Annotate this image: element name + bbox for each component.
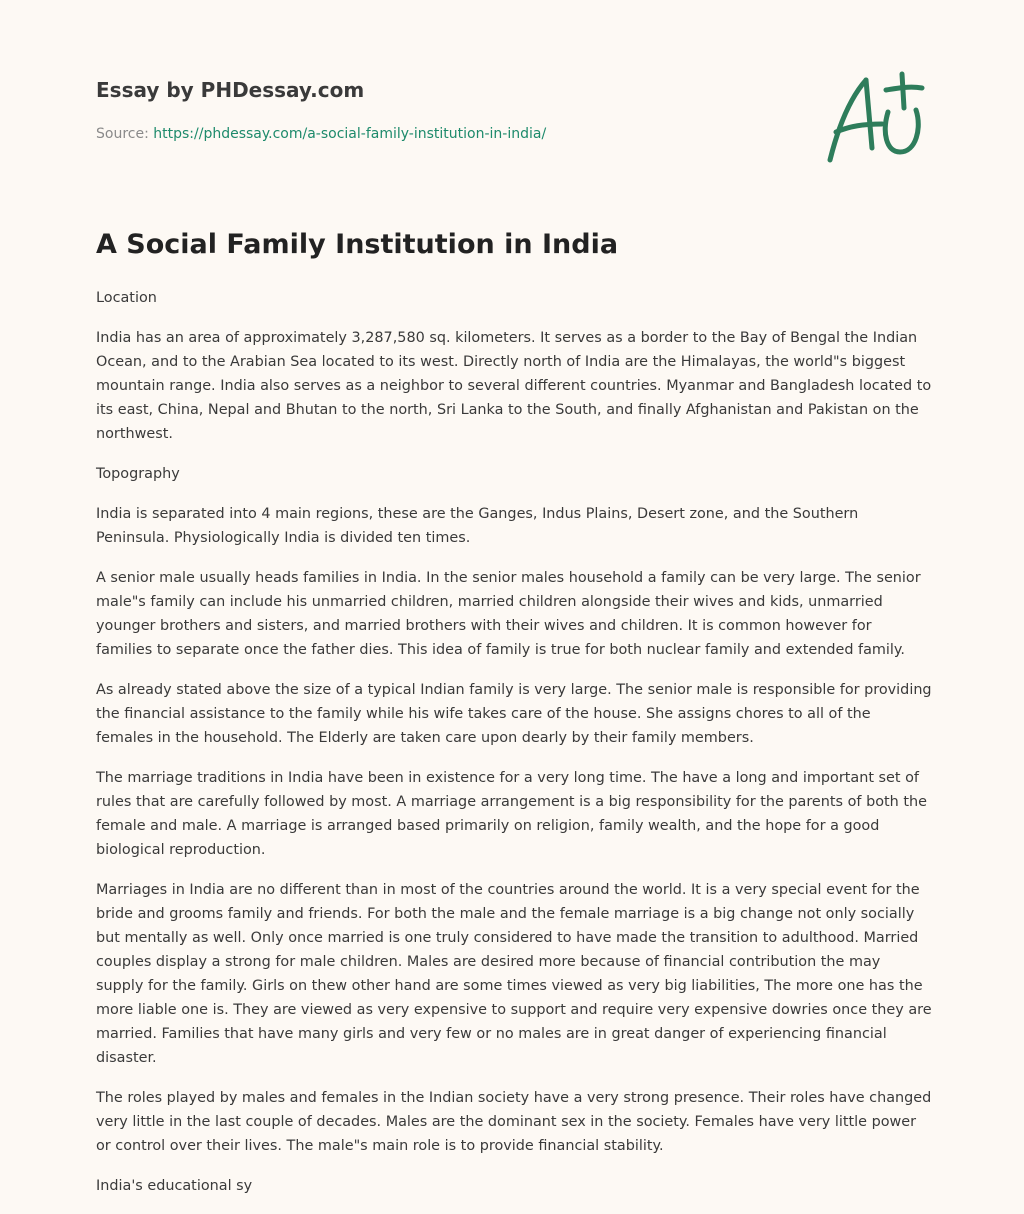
- paragraph: India is separated into 4 main regions, these are the Ganges, Indus Plains, Desert zone, and the Southern Peninsula. Physiologically India is divided ten times.: [96, 506, 859, 546]
- paragraph: Topography: [96, 466, 180, 482]
- essay-article: [96, 226, 932, 1214]
- a-plus-icon: [822, 68, 928, 166]
- essay-title: A Social Family Institution in India: [96, 229, 619, 260]
- site-title: Essay by PHDessay.com: [96, 78, 365, 102]
- paragraph: As already stated above the size of a typical Indian family is very large. The senior male is responsible for providing the financial assistance to the family while his wife takes care of the house. She assigns chores to all of the females in the household. The Elderly are taken care upon dearly by their family members.: [96, 682, 932, 746]
- paragraph: India has an area of approximately 3,287,580 sq. kilometers. It serves as a border to the Bay of Bengal the Indian Ocean, and to the Arabian Sea located to its west. Directly north of India are the Himalayas, the world"s biggest mountain range. India also serves as a neighbor to several different countries. Myanmar and Bangladesh located to its east, China, Nepal and Bhutan to the north, Sri Lanka to the South, and finally Afghanistan and Pakistan on the northwest.: [96, 330, 932, 442]
- a-plus-logo-svg: [822, 68, 928, 166]
- paragraph: A senior male usually heads families in India. In the senior males household a family can be very large. The senior male"s family can include his unmarried children, married children alongside their wives and kids, unmarried younger brothers and sisters, and married brothers with their wives and children. It is common however for families to separate once the father dies. This idea of family is true for both nuclear family and extended family.: [96, 570, 921, 658]
- paragraph: The roles played by males and females in the Indian society have a very strong presence. Their roles have changed very little in the last couple of decades. Males are the dominant sex in the society. Females have very little power or control over their lives. The male"s main role is to provide financial stability.: [96, 1090, 932, 1154]
- paragraph: India's educational sy: [96, 1178, 253, 1194]
- page-header: [96, 76, 796, 144]
- paragraph: Marriages in India are no different than in most of the countries around the world. It is a very special event for the bride and grooms family and friends. For both the male and the female marriage is a big change not only socially but mentally as well. Only once married is one truly considered to have made the transition to adulthood. Married couples display a strong for male children. Males are desired more because of financial contribution the may supply for the family. Girls on thew other hand are some times viewed as very big liabilities, The more one has the more liable one is. They are viewed as very expensive to support and require very expensive dowries once they are married. Families that have many girls and very few or no males are in great danger of experiencing financial disaster.: [96, 882, 932, 1066]
- source-link[interactable]: https://phdessay.com/a-social-family-institution-in-india/: [153, 126, 547, 142]
- source-label: Source:: [96, 126, 154, 142]
- paragraph: The marriage traditions in India have been in existence for a very long time. The have a long and important set of rules that are carefully followed by most. A marriage arrangement is a big responsibility for the parents of both the female and male. A marriage is arranged based primarily on religion, family wealth, and the hope for a good biological reproduction.: [96, 770, 927, 858]
- source-line: [96, 124, 796, 144]
- paragraph: Location: [96, 290, 157, 306]
